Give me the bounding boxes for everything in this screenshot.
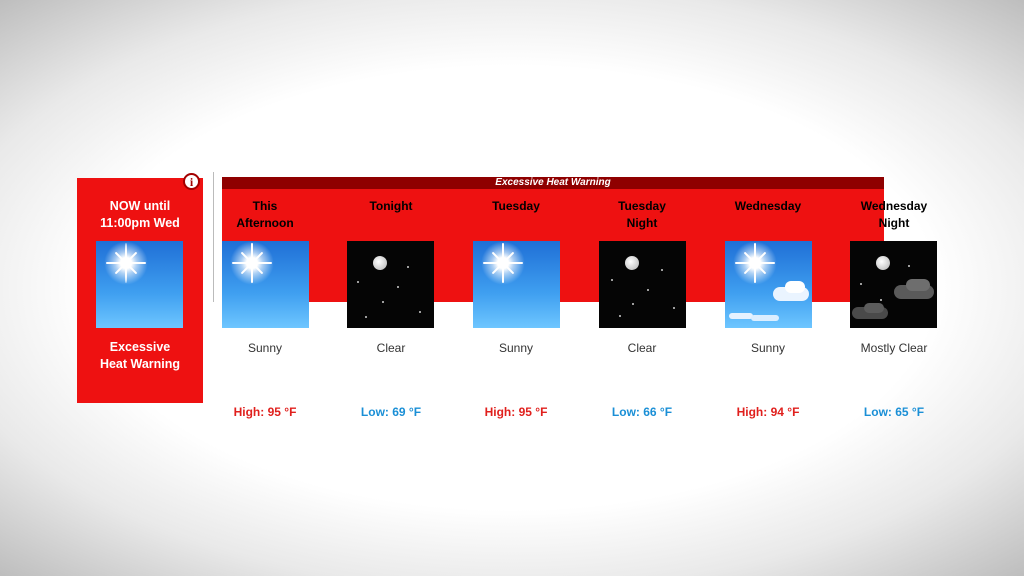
- alert-time-range: NOW until 11:00pm Wed: [100, 199, 180, 230]
- period-name: Tuesday: [492, 199, 540, 213]
- short-forecast: Clear: [627, 341, 657, 355]
- sunny-icon: [96, 241, 183, 328]
- banner-title[interactable]: Excessive Heat Warning: [222, 177, 884, 189]
- period-name: This Afternoon: [236, 199, 294, 230]
- period-name: Wednesday: [734, 199, 802, 213]
- short-forecast: Sunny: [247, 341, 283, 355]
- short-forecast: Sunny: [498, 341, 534, 355]
- temperature-low: Low: 65 °F: [863, 405, 925, 419]
- divider: [213, 172, 214, 302]
- temperature-high: High: 94 °F: [736, 405, 800, 419]
- current-alert-panel[interactable]: [77, 175, 203, 403]
- mostly-clear-night-icon[interactable]: [850, 241, 937, 328]
- clear-night-icon[interactable]: [347, 241, 434, 328]
- temperature-low: Low: 69 °F: [360, 405, 422, 419]
- sunny-icon[interactable]: [473, 241, 560, 328]
- clear-night-icon[interactable]: [599, 241, 686, 328]
- temperature-high: High: 95 °F: [233, 405, 297, 419]
- info-icon[interactable]: i: [183, 173, 200, 190]
- alert-label: Excessive Heat Warning: [99, 340, 181, 371]
- period-name: Wednesday Night: [860, 199, 928, 230]
- short-forecast: Clear: [376, 341, 406, 355]
- temperature-low: Low: 66 °F: [611, 405, 673, 419]
- short-forecast: Mostly Clear: [860, 341, 928, 355]
- short-forecast: Sunny: [750, 341, 786, 355]
- temperature-high: High: 95 °F: [484, 405, 548, 419]
- period-name: Tonight: [369, 199, 413, 213]
- period-name: Tuesday Night: [618, 199, 666, 230]
- sunny-clouds-icon[interactable]: [725, 241, 812, 328]
- sunny-icon[interactable]: [222, 241, 309, 328]
